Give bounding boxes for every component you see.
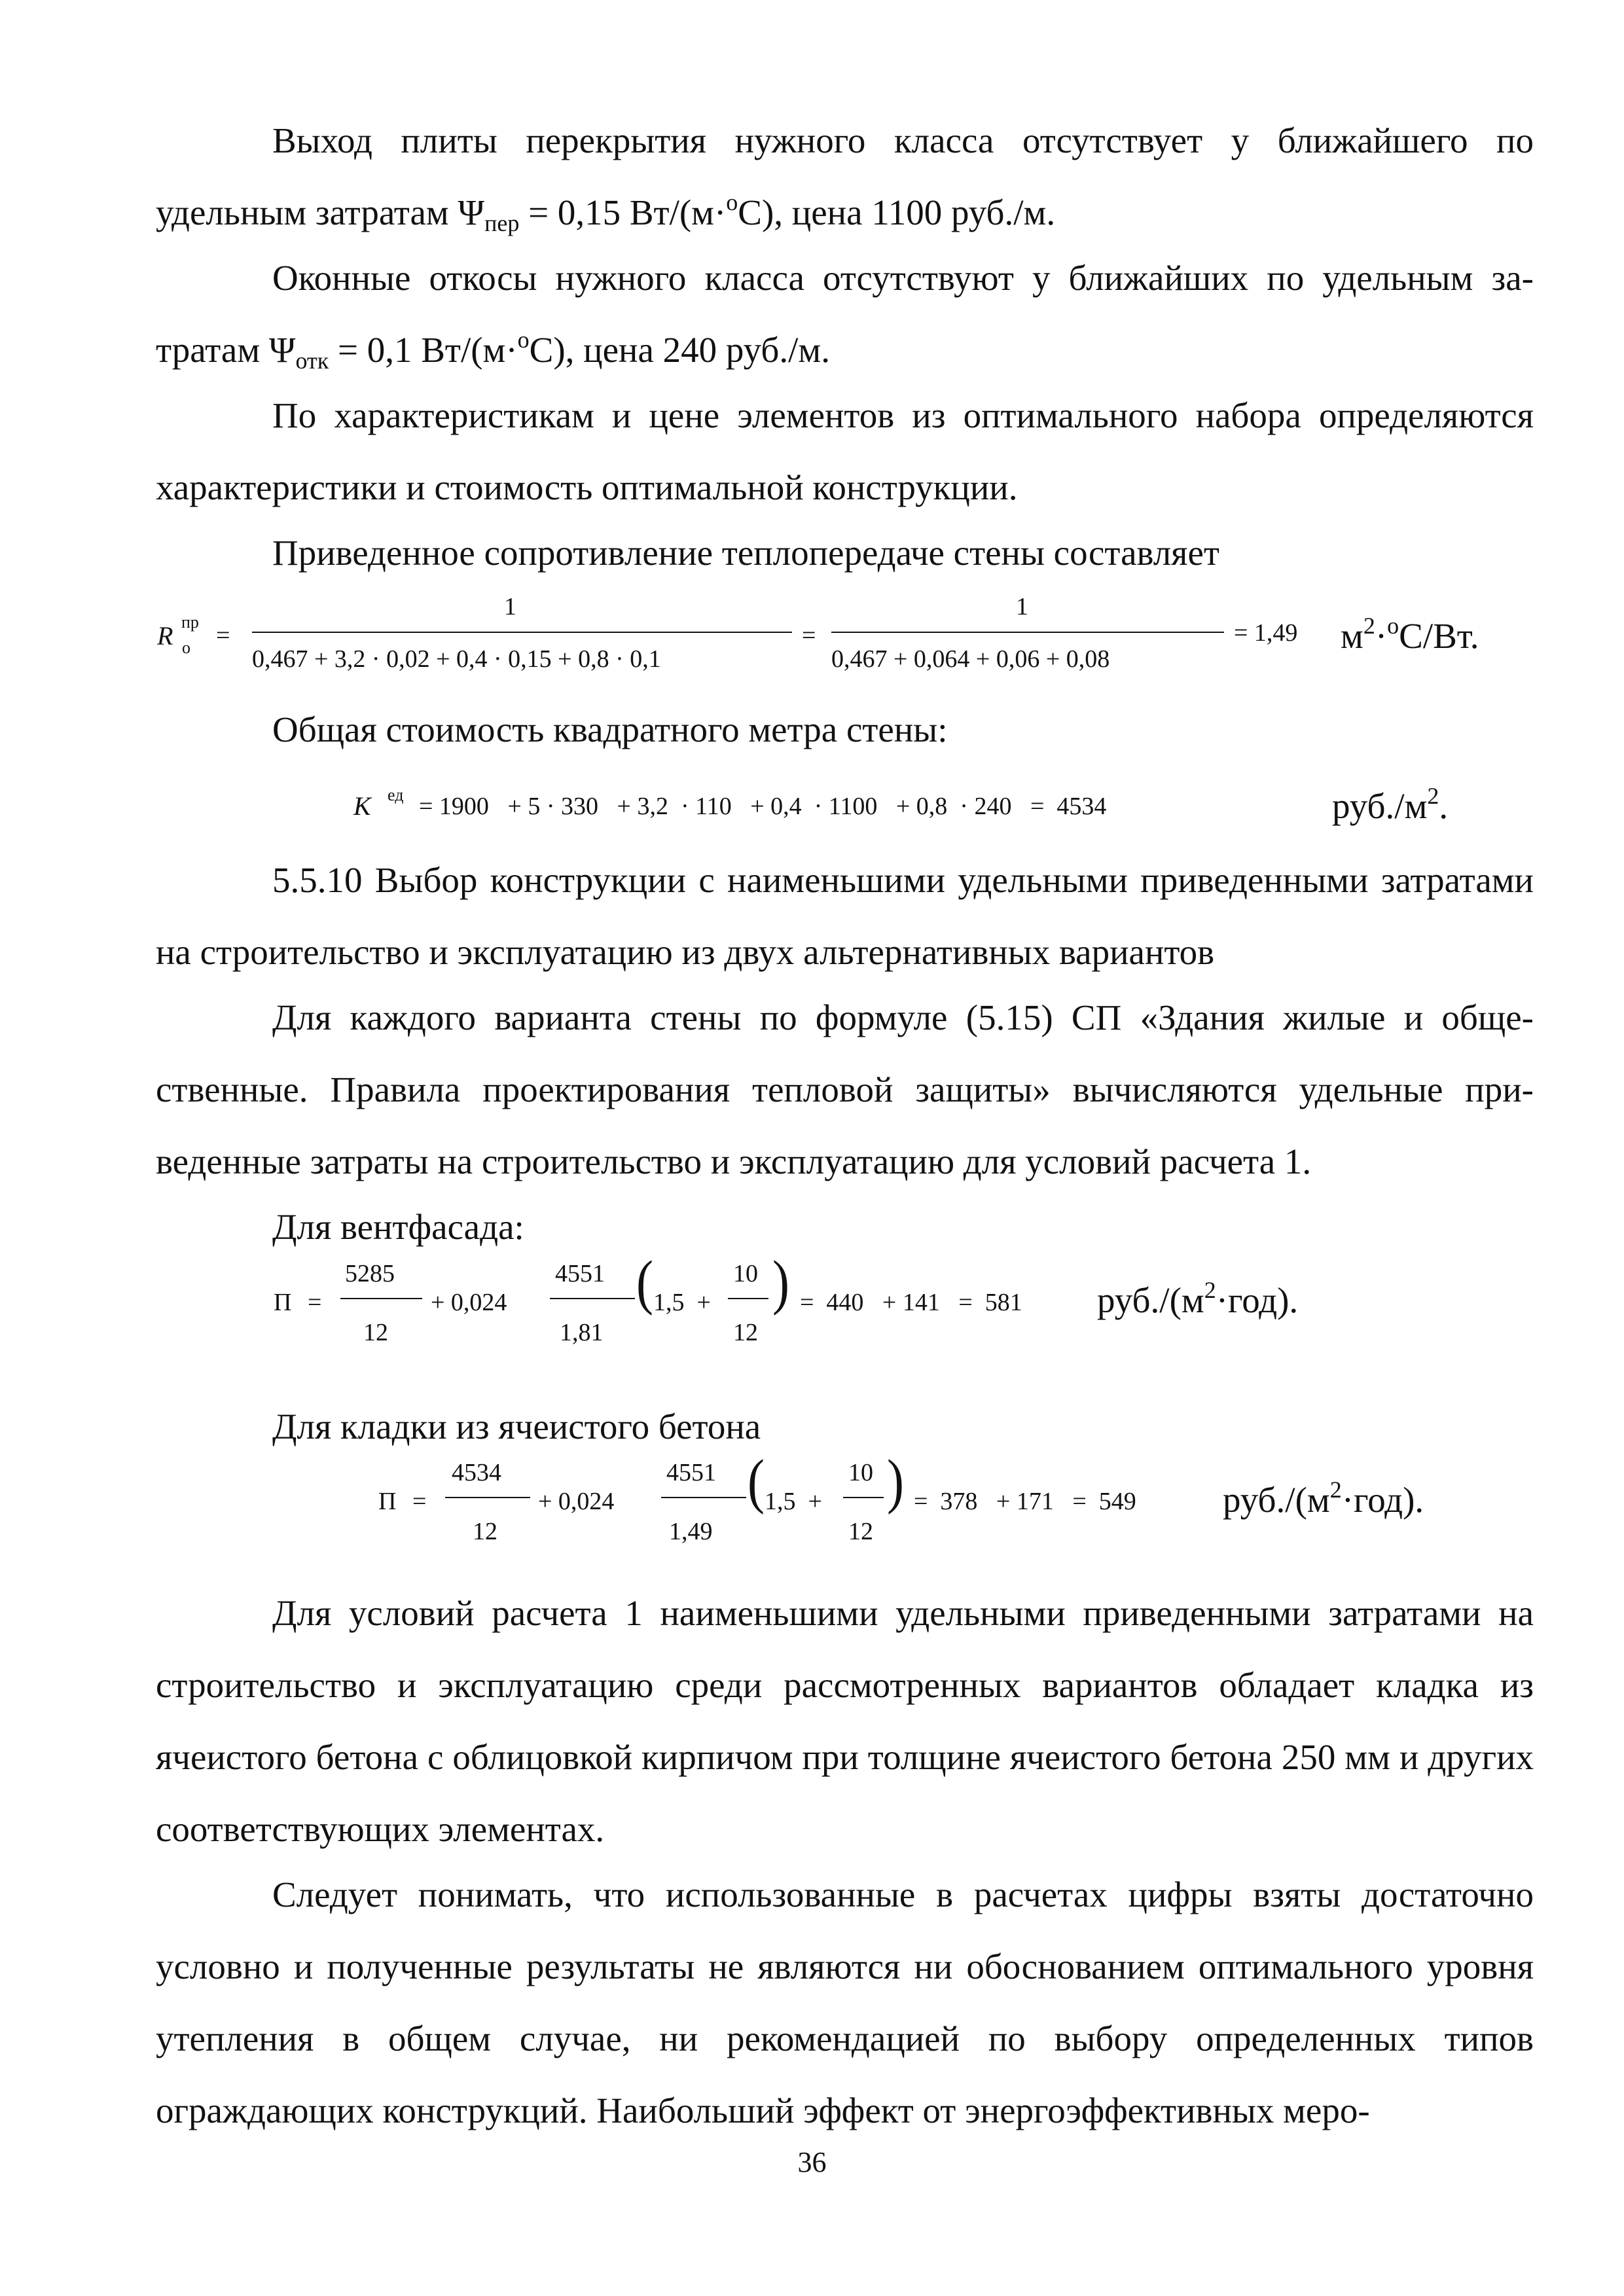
formula-p1-den2: 1,81 [560, 1319, 604, 1346]
formula-p2-symbol: П [378, 1488, 397, 1515]
formula-p2-den3: 12 [848, 1518, 873, 1545]
formula-p2-inner: 1,5 + [765, 1488, 822, 1515]
formula-r-sup: пр [181, 613, 199, 632]
formula-r-unit: $м^2\cdot^оС/Вт$. [1341, 613, 1479, 656]
page-number: 36 [797, 2146, 827, 2178]
formula-r-eq1: = [216, 622, 230, 649]
formula-p1-inner: 1,5 + [653, 1289, 711, 1316]
formula-r-den1: 0,467 + 3,2 · 0,02 + 0,4 · 0,15 + 0,8 · 0,1 [252, 645, 661, 673]
formula-k-symbol: K [353, 791, 371, 821]
formula-p2-unit: $руб./(м^2\cdot год)$. [1223, 1477, 1424, 1520]
formula-p2-bar2 [661, 1497, 746, 1498]
formula-p1-lparen: ( [636, 1247, 653, 1316]
formula-r-result: = 1,49 [1234, 619, 1298, 647]
formula-p2-bar1 [445, 1497, 530, 1498]
formula-r-num2: 1 [1016, 593, 1028, 620]
formula-p2-num1: 4534 [452, 1459, 501, 1486]
formula-p1-bar3 [728, 1298, 768, 1299]
formula-p1-bar2 [550, 1298, 635, 1299]
paragraph-characteristics: По характеристикам и цене элементов из оптимального набора определяются характеристики и стоимость оптимальной конструкции. [156, 395, 1534, 507]
formula-p2-rparen: ) [887, 1446, 904, 1515]
paragraph-total-cost-intro: Общая стоимость квадратного метра стены: [272, 709, 948, 749]
formula-p1-num1: 5285 [345, 1260, 395, 1287]
formula-p2-den1: 12 [473, 1518, 497, 1545]
formula-p2-den2: 1,49 [669, 1518, 713, 1545]
paragraph-window-slopes: Оконные откосы нужного класса отсутствуют у ближайших по удельным затратам $\Psi_{отк} = 0,1$ Вт/(м·$^о$С), цена 240 руб./м. [156, 258, 1534, 374]
formula-p2-result: = 378 + 171 = 549 [914, 1488, 1136, 1515]
paragraph-formula-ref: Для каждого варианта стены по формуле (5.15) СП «Здания жилые и общественные. Правила проектирования тепловой защиты» вычисляются удельные приведенные затраты на строительство и эксплуатацию для условий расчета 1. [156, 997, 1534, 1181]
formula-p2-lparen: ( [748, 1446, 765, 1515]
formula-p1-den1: 12 [363, 1319, 388, 1346]
formula-p1-result: = 440 + 141 = 581 [800, 1289, 1022, 1316]
paragraph-disclaimer: Следует понимать, что использованные в расчетах цифры взяты достаточно условно и полученные результаты не являются ни обоснованием оптимального уровня утепления в общем случае, ни рекомендацией по выбору определенных типов ограждающих конструкций. Наибольший эффект от энергоэффективных меро- [156, 1874, 1534, 2130]
formula-p1-eq: = [308, 1289, 322, 1316]
formula-k-unit: $руб./м^2$. [1332, 783, 1449, 826]
formula-p1-rparen: ) [772, 1247, 789, 1316]
paragraph-floor-slab: Выход плиты перекрытия нужного класса отсутствует у ближайшего по удельным затратам $\Psi_{пер} = 0,15$ Вт/(м·$^о$С), цена 1100 руб./м. [156, 120, 1534, 236]
paragraph-conclusion: Для условий расчета 1 наименьшими удельными приведенными затратами на строительство и эксплуатацию среди рассмотренных вариантов обладает кладка из ячеистого бетона с облицовкой кирпичом при толщине ячеистого бетона 250 мм и других соответствующих элементах. [156, 1593, 1534, 1849]
formula-r-sub: о [182, 638, 190, 657]
formula-p1-num2: 4551 [555, 1260, 605, 1287]
formula-p1-bar1 [340, 1298, 422, 1299]
paragraph-ventfacade: Для вентфасада: [272, 1207, 524, 1247]
formula-p2-num3: 10 [848, 1459, 873, 1486]
section-heading-5-5-10: 5.5.10 Выбор конструкции с наименьшими удельными приведенными затратами на строительство и эксплуатацию из двух альтернативных вариантов [156, 860, 1534, 972]
formula-p2-bar3 [843, 1497, 884, 1498]
formula-k-expression: = 1900 + 5 · 330 + 3,2 · 110 + 0,4 · 1100 + 0,8 · 240 = 4534 [419, 793, 1107, 820]
formula-r-eq2: = [802, 622, 816, 649]
formula-k-sup: ед [388, 785, 404, 804]
paragraph-aerated-concrete: Для кладки из ячеистого бетона [272, 1407, 761, 1446]
formula-r-den2: 0,467 + 0,064 + 0,06 + 0,08 [831, 645, 1110, 673]
formula-p1-num3: 10 [733, 1260, 758, 1287]
formula-p2-plus: + 0,024 [538, 1488, 615, 1515]
formula-r-num1: 1 [504, 593, 516, 620]
formula-p1-den3: 12 [733, 1319, 758, 1346]
formula-r-symbol: R [157, 621, 173, 651]
formula-p2-num2: 4551 [666, 1459, 716, 1486]
formula-p1-plus: + 0,024 [431, 1289, 507, 1316]
formula-p1-unit: $руб./(м^2\cdot год)$. [1097, 1277, 1299, 1320]
formula-r-bar2 [831, 632, 1224, 633]
formula-p2-eq: = [412, 1488, 427, 1515]
formula-p1-symbol: П [274, 1289, 292, 1316]
formula-r-bar1 [252, 632, 792, 633]
paragraph-resistance-intro: Приведенное сопротивление теплопередаче стены составляет [272, 533, 1219, 573]
